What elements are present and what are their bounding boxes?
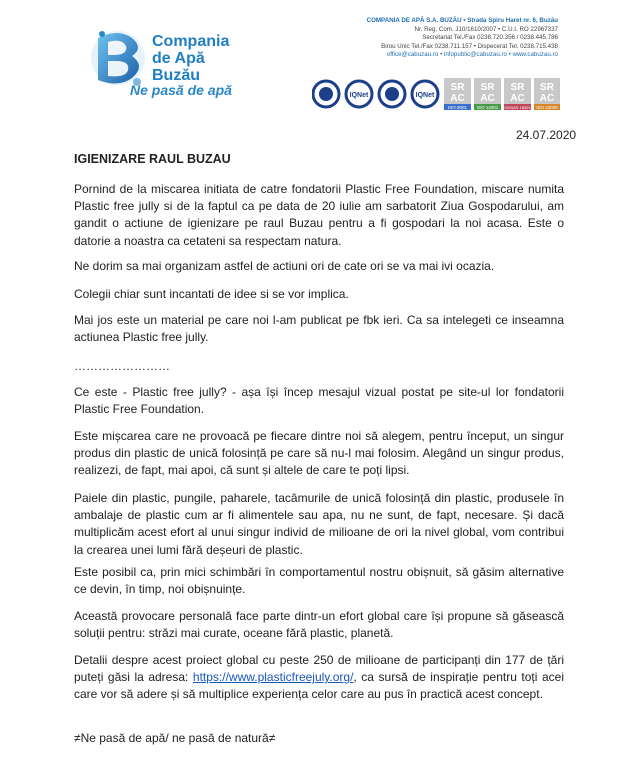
badge-standard: ISO 22000 [536,105,558,110]
link-text-before: Detalii despre acest proiect global cu peste 250 de milioane de participanți din 177 de țări puteți găsi la adresa: [74,653,564,685]
slogan: Ne pasă de apă [130,82,232,98]
document-title: IGIENIZARE RAUL BUZAU [74,152,231,166]
certification-seal-icon [379,81,405,107]
paragraph-link [74,652,564,704]
brand-line: Buzău [152,67,200,84]
link-text-after: , ca sursă de inspirație pentru toți acei care vor să adere și să multiplice experiența celor care au pus în practică acest concept. [74,670,564,702]
badge-sub: AC [450,93,465,104]
paragraph: Este posibil ca, prin mici schimbări în comportamentul nostru obișnuit, să găsim alternative ce devin, în timp, noi obișnuințe. [74,565,564,597]
badge-sub: AC [510,93,525,104]
company-info [300,17,558,60]
paragraph: Ne dorim sa mai organizam astfel de actiuni ori de cate ori se va mai ivi ocazia. [74,259,495,273]
badge-text: IQNet [349,92,369,99]
badge-label: SR [480,82,495,93]
srac-iso9001-badge [444,78,471,110]
document-date: 24.07.2020 [516,128,577,142]
paragraph: Paiele din plastic, pungile, paharele, tacâmurile de unică folosință din plastic, produsele în ambalaje de plastic cum ar fi alimentele sau apa, nu ne sunt, de fapt, necesare. Și dacă multiplicăm acest efort al unui singur individ de milioane de ori la nivel global, vom contribui la crearea unei lumi fără deșeuri de plastic. [74,491,564,557]
company-contact: office@cabuzau.ro • infopublic@cabuzau.ro • www.cabuzau.ro [386,51,558,59]
brand-line: Compania [152,33,230,50]
badge-sub: AC [480,93,495,104]
company-secretariat: Secretariat Tel./Fax 0238.720.356 / 0238.445.786 [422,34,558,42]
badge-standard: ISO 14001 [476,105,499,110]
separator-dots: …………………… [74,359,170,373]
brand-name [152,33,229,84]
paragraph: Colegii chiar sunt incantati de idee si se vor implica. [74,287,349,301]
badge-sub: AC [539,93,555,104]
iqnet-badge-icon [346,81,372,107]
company-registration: Nr. Reg. Com. J10/1610/2007 • C.U.I. RO 22967337 [414,25,558,33]
company-address: COMPANIA DE APĂ S.A. BUZĂU • Strada Spiru Haret nr. 6, Buzău [366,17,558,24]
brand-line: de Apă [152,50,205,67]
badge-text: IQNet [415,92,435,99]
certification-seal-icon [313,81,339,107]
srac-iso14001-badge [474,78,501,110]
srac-iso22000-badge [534,78,560,110]
badge-standard: OHSAS 18001 [504,105,531,110]
srac-ohsas18001-badge [504,78,531,110]
paragraph: Mai jos este un material pe care noi l-am publicat pe fbk ieri. Ca sa intelegeti ce inseamna actiunea Plastic free jully. [74,313,564,345]
closing-line: ≠Ne pasă de apă/ ne pasă de natură≠ [74,731,276,745]
badge-label: SR [510,82,525,93]
plasticfreejuly-link[interactable]: https://www.plasticfreejuly.org/ [192,670,354,685]
badge-label: SR [450,82,465,93]
company-logo [88,24,148,90]
certification-row [312,77,560,111]
paragraph-intro: Pornind de la miscarea initiata de catre fondatorii Plastic Free Foundation, miscare numita Plastic free jully si de la faptul ca pe data de 20 iulie am sarbatorit Ziua Gospodarului, am gandit o actiune de igienizare pe raul Buzau pentru a fi gospodari la noi acasa. Este o datorie a noastra ca cetateni sa respectam natura. [74,182,564,248]
badge-label: SR [540,82,554,93]
paragraph: Este mișcarea care ne provoacă pe fiecare dintre noi să alegem, pentru început, un singur produs din plastic de unică folosință pe care să nu-l mai folosim. Alegând un singur produs, realizezi, de fapt, mai apoi, că sunt și altele de care te poți lipsi. [74,429,564,478]
iqnet-badge-icon [412,81,438,107]
paragraph: Ce este - Plastic free jully? - așa își încep mesajul vizual postat pe site-ul lor fondatorii Plastic Free Foundation. [74,385,564,417]
company-phone: Birou Unic Tel./Fax 0238.711.157 • Dispecerat Tel. 0238.715.438 [381,42,558,50]
paragraph: Această provocare personală face parte dintr-un efort global care își propune să găsească soluții pentru: străzi mai curate, oceane fără plastic, planetă. [74,609,564,641]
badge-standard: ISO 9001 [447,105,468,110]
